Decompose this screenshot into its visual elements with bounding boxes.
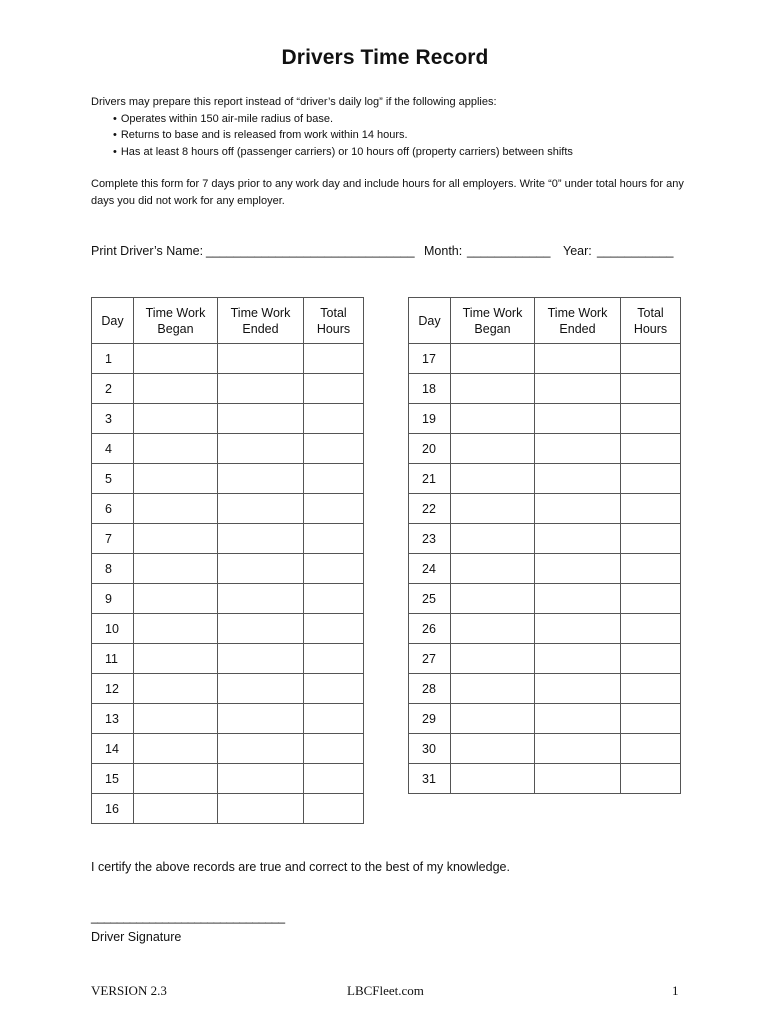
- col-header-total-hours: Total Hours: [304, 298, 364, 344]
- time-ended-cell[interactable]: [535, 404, 621, 434]
- time-ended-cell[interactable]: [535, 734, 621, 764]
- table-row: [409, 434, 681, 464]
- day-cell: 29: [409, 704, 451, 734]
- total-hours-cell[interactable]: [621, 434, 681, 464]
- time-ended-cell[interactable]: [535, 644, 621, 674]
- table-row: [409, 464, 681, 494]
- day-cell: 16: [92, 794, 134, 824]
- time-began-cell[interactable]: [134, 674, 218, 704]
- table-row: [409, 584, 681, 614]
- instructions: Complete this form for 7 days prior to any work day and include hours for all employers. Write “0” under total hours for any days you did not work for any employer.: [91, 178, 684, 207]
- time-ended-cell[interactable]: [218, 794, 304, 824]
- total-hours-cell[interactable]: [304, 494, 364, 524]
- total-hours-cell[interactable]: [304, 614, 364, 644]
- table-row: [92, 464, 364, 494]
- total-hours-cell[interactable]: [304, 764, 364, 794]
- total-hours-cell[interactable]: [304, 584, 364, 614]
- table-row: [409, 644, 681, 674]
- table-row: [92, 764, 364, 794]
- table-row: [409, 614, 681, 644]
- day-cell: 31: [409, 764, 451, 794]
- total-hours-cell[interactable]: [621, 344, 681, 374]
- time-began-cell[interactable]: [134, 344, 218, 374]
- table-row: [92, 344, 364, 374]
- time-ended-cell[interactable]: [535, 704, 621, 734]
- total-hours-cell[interactable]: [621, 494, 681, 524]
- day-cell: 9: [92, 584, 134, 614]
- table-header-row: [409, 298, 681, 344]
- table-row: [409, 344, 681, 374]
- table-row: [92, 704, 364, 734]
- condition-item: • Has at least 8 hours off (passenger carriers) or 10 hours off (property carriers) between shifts: [113, 144, 573, 161]
- time-ended-cell[interactable]: [535, 374, 621, 404]
- time-began-cell[interactable]: [134, 554, 218, 584]
- time-ended-cell[interactable]: [218, 494, 304, 524]
- time-ended-cell[interactable]: [535, 764, 621, 794]
- time-began-cell[interactable]: [451, 734, 535, 764]
- time-began-cell[interactable]: [134, 614, 218, 644]
- table-row: [92, 644, 364, 674]
- day-cell: 20: [409, 434, 451, 464]
- total-hours-cell[interactable]: [304, 464, 364, 494]
- table-row: [409, 734, 681, 764]
- table-row: [92, 794, 364, 824]
- time-began-cell[interactable]: [451, 374, 535, 404]
- month-label: Month:: [424, 244, 463, 258]
- time-ended-cell[interactable]: [218, 614, 304, 644]
- time-began-cell[interactable]: [134, 794, 218, 824]
- total-hours-cell[interactable]: [304, 524, 364, 554]
- day-cell: 24: [409, 554, 451, 584]
- day-cell: 12: [92, 674, 134, 704]
- time-ended-cell[interactable]: [218, 704, 304, 734]
- col-header-total-hours: Total Hours: [621, 298, 681, 344]
- time-ended-cell[interactable]: [218, 434, 304, 464]
- time-ended-cell[interactable]: [218, 554, 304, 584]
- time-ended-cell[interactable]: [218, 374, 304, 404]
- time-began-cell[interactable]: [451, 644, 535, 674]
- time-ended-cell[interactable]: [218, 464, 304, 494]
- condition-item: • Operates within 150 air-mile radius of base.: [113, 111, 573, 128]
- time-ended-cell[interactable]: [218, 524, 304, 554]
- table-row: [409, 674, 681, 704]
- table-row: [92, 434, 364, 464]
- time-ended-cell[interactable]: [535, 554, 621, 584]
- time-table-days-1-16: [91, 297, 364, 824]
- day-cell: 4: [92, 434, 134, 464]
- time-ended-cell[interactable]: [535, 674, 621, 704]
- time-began-cell[interactable]: [451, 344, 535, 374]
- day-cell: 17: [409, 344, 451, 374]
- total-hours-cell[interactable]: [621, 704, 681, 734]
- time-began-cell[interactable]: [451, 434, 535, 464]
- total-hours-cell[interactable]: [621, 374, 681, 404]
- page-number: 1: [672, 983, 679, 998]
- time-began-cell[interactable]: [134, 434, 218, 464]
- time-began-cell[interactable]: [134, 404, 218, 434]
- col-header-time-began: Time Work Began: [134, 298, 218, 344]
- time-began-cell[interactable]: [134, 734, 218, 764]
- total-hours-cell[interactable]: [621, 584, 681, 614]
- time-began-cell[interactable]: [451, 674, 535, 704]
- time-began-cell[interactable]: [134, 764, 218, 794]
- time-began-cell[interactable]: [134, 374, 218, 404]
- total-hours-cell[interactable]: [304, 644, 364, 674]
- day-cell: 5: [92, 464, 134, 494]
- col-header-time-ended: Time Work Ended: [218, 298, 304, 344]
- table-row: [409, 764, 681, 794]
- table-row: [409, 524, 681, 554]
- table-row: [92, 404, 364, 434]
- time-ended-cell[interactable]: [535, 614, 621, 644]
- time-began-cell[interactable]: [134, 584, 218, 614]
- total-hours-cell[interactable]: [621, 404, 681, 434]
- day-cell: 30: [409, 734, 451, 764]
- day-cell: 7: [92, 524, 134, 554]
- table-row: [92, 554, 364, 584]
- col-header-day: Day: [409, 298, 451, 344]
- day-cell: 11: [92, 644, 134, 674]
- day-cell: 6: [92, 494, 134, 524]
- total-hours-cell[interactable]: [621, 674, 681, 704]
- day-cell: 22: [409, 494, 451, 524]
- table-row: [92, 374, 364, 404]
- total-hours-cell[interactable]: [304, 734, 364, 764]
- signature-label: Driver Signature: [91, 930, 182, 944]
- time-began-cell[interactable]: [134, 524, 218, 554]
- time-ended-cell[interactable]: [218, 584, 304, 614]
- total-hours-cell[interactable]: [621, 734, 681, 764]
- condition-item: • Returns to base and is released from work within 14 hours.: [113, 127, 573, 144]
- day-cell: 14: [92, 734, 134, 764]
- day-cell: 26: [409, 614, 451, 644]
- col-header-time-ended: Time Work Ended: [535, 298, 621, 344]
- total-hours-cell[interactable]: [621, 614, 681, 644]
- time-ended-cell[interactable]: [535, 584, 621, 614]
- total-hours-cell[interactable]: [304, 344, 364, 374]
- table-row: [409, 554, 681, 584]
- time-ended-cell[interactable]: [218, 764, 304, 794]
- time-began-cell[interactable]: [451, 704, 535, 734]
- day-cell: 2: [92, 374, 134, 404]
- intro-section: [91, 94, 573, 160]
- signature-field[interactable]: ______________________________: [91, 910, 285, 924]
- table-row: [92, 524, 364, 554]
- time-began-cell[interactable]: [134, 704, 218, 734]
- total-hours-cell[interactable]: [304, 554, 364, 584]
- total-hours-cell[interactable]: [304, 674, 364, 704]
- day-cell: 10: [92, 614, 134, 644]
- table-row: [409, 704, 681, 734]
- time-began-cell[interactable]: [451, 554, 535, 584]
- time-ended-cell[interactable]: [535, 524, 621, 554]
- day-cell: 19: [409, 404, 451, 434]
- day-cell: 15: [92, 764, 134, 794]
- footer-site: LBCFleet.com: [347, 983, 424, 998]
- total-hours-cell[interactable]: [304, 404, 364, 434]
- table-row: [92, 614, 364, 644]
- certification-statement: I certify the above records are true and correct to the best of my knowledge.: [91, 860, 510, 874]
- time-ended-cell[interactable]: [535, 434, 621, 464]
- table-row: [92, 494, 364, 524]
- time-ended-cell[interactable]: [218, 344, 304, 374]
- day-cell: 3: [92, 404, 134, 434]
- time-ended-cell[interactable]: [218, 644, 304, 674]
- time-began-cell[interactable]: [451, 764, 535, 794]
- time-began-cell[interactable]: [134, 494, 218, 524]
- time-began-cell[interactable]: [451, 614, 535, 644]
- table-row: [409, 404, 681, 434]
- version-label: VERSION 2.3: [91, 983, 167, 998]
- col-header-time-began: Time Work Began: [451, 298, 535, 344]
- table-row: [92, 734, 364, 764]
- time-began-cell[interactable]: [451, 464, 535, 494]
- time-began-cell[interactable]: [451, 404, 535, 434]
- time-began-cell[interactable]: [451, 524, 535, 554]
- intro-lead: Drivers may prepare this report instead of “driver’s daily log” if the following applies:: [91, 96, 497, 108]
- time-began-cell[interactable]: [451, 494, 535, 524]
- total-hours-cell[interactable]: [621, 764, 681, 794]
- total-hours-cell[interactable]: [304, 794, 364, 824]
- day-cell: 27: [409, 644, 451, 674]
- time-ended-cell[interactable]: [218, 404, 304, 434]
- time-began-cell[interactable]: [134, 464, 218, 494]
- day-cell: 18: [409, 374, 451, 404]
- page-title: Drivers Time Record: [281, 46, 489, 69]
- year-field[interactable]: ___________: [597, 244, 674, 258]
- day-cell: 28: [409, 674, 451, 704]
- conditions-list: [91, 111, 573, 161]
- driver-name-field[interactable]: ______________________________: [206, 244, 415, 258]
- col-header-day: Day: [92, 298, 134, 344]
- day-cell: 21: [409, 464, 451, 494]
- total-hours-cell[interactable]: [621, 524, 681, 554]
- time-began-cell[interactable]: [134, 644, 218, 674]
- day-cell: 13: [92, 704, 134, 734]
- month-field[interactable]: ____________: [467, 244, 551, 258]
- time-table-days-17-31: [408, 297, 681, 794]
- time-ended-cell[interactable]: [218, 674, 304, 704]
- total-hours-cell[interactable]: [304, 374, 364, 404]
- total-hours-cell[interactable]: [621, 464, 681, 494]
- total-hours-cell[interactable]: [621, 644, 681, 674]
- total-hours-cell[interactable]: [304, 434, 364, 464]
- total-hours-cell[interactable]: [621, 554, 681, 584]
- time-ended-cell[interactable]: [535, 344, 621, 374]
- table-row: [92, 584, 364, 614]
- year-label: Year:: [563, 244, 592, 258]
- time-began-cell[interactable]: [451, 584, 535, 614]
- time-ended-cell[interactable]: [535, 494, 621, 524]
- day-cell: 8: [92, 554, 134, 584]
- table-row: [409, 374, 681, 404]
- day-cell: 1: [92, 344, 134, 374]
- table-row: [409, 494, 681, 524]
- total-hours-cell[interactable]: [304, 704, 364, 734]
- table-row: [92, 674, 364, 704]
- table-header-row: [92, 298, 364, 344]
- time-ended-cell[interactable]: [218, 734, 304, 764]
- driver-name-label: Print Driver’s Name:: [91, 244, 204, 258]
- time-ended-cell[interactable]: [535, 464, 621, 494]
- day-cell: 23: [409, 524, 451, 554]
- day-cell: 25: [409, 584, 451, 614]
